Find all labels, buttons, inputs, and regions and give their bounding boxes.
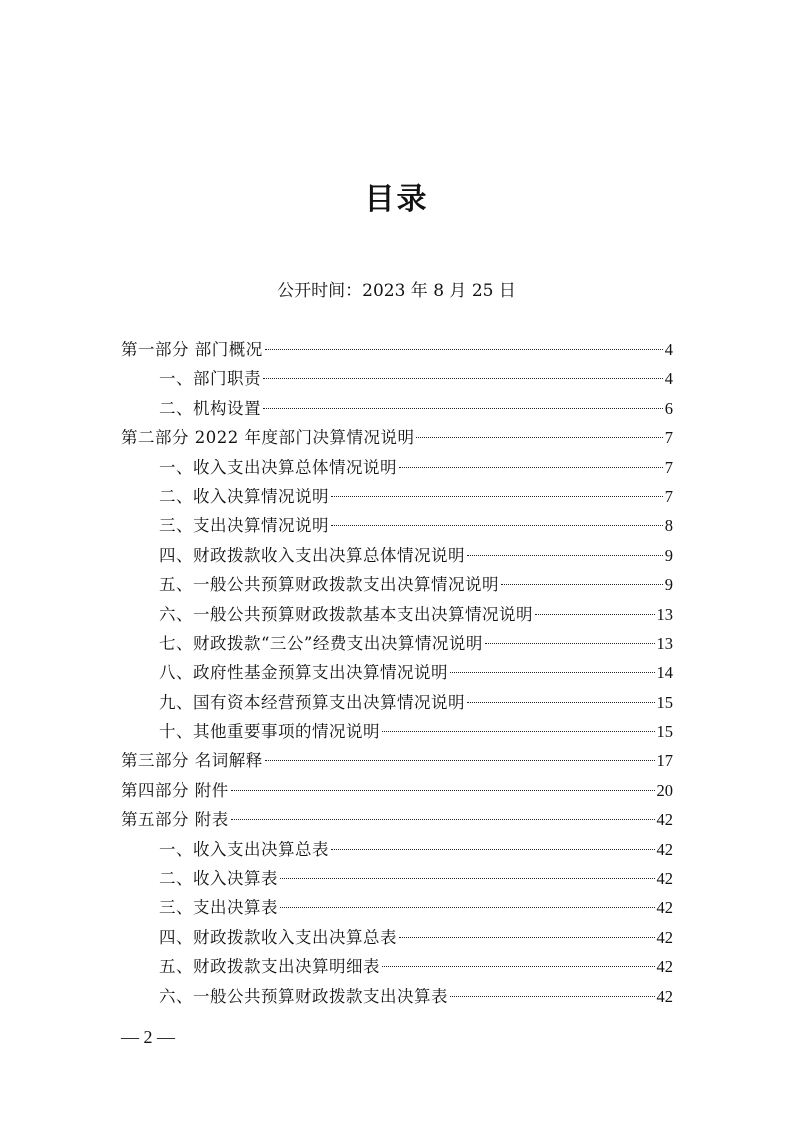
toc-dot-leader	[231, 819, 655, 820]
toc-entry-page: 13	[656, 604, 673, 624]
toc-dot-leader	[382, 731, 655, 732]
toc-entry[interactable]	[121, 952, 673, 981]
toc-entry[interactable]	[121, 893, 673, 922]
toc-entry-label: 二、收入决算表	[159, 869, 278, 889]
toc-entry-label: 二、机构设置	[159, 398, 261, 418]
toc-entry[interactable]	[121, 511, 673, 540]
toc-entry-label: 八、政府性基金预算支出决算情况说明	[159, 663, 448, 683]
table-of-contents	[121, 335, 673, 1011]
toc-entry[interactable]	[121, 629, 673, 658]
toc-entry[interactable]	[121, 805, 673, 834]
toc-entry[interactable]	[121, 600, 673, 629]
toc-entry-page: 15	[656, 692, 673, 712]
toc-entry-page: 7	[664, 486, 673, 506]
toc-dot-leader	[450, 996, 655, 997]
toc-dot-leader	[485, 643, 655, 644]
toc-entry[interactable]	[121, 541, 673, 570]
toc-dot-leader	[263, 408, 663, 409]
toc-entry-page: 15	[656, 722, 673, 742]
toc-entry-label: 六、一般公共预算财政拨款支出决算表	[159, 986, 448, 1006]
toc-dot-leader	[231, 790, 655, 791]
toc-entry[interactable]	[121, 688, 673, 717]
page-number: — 2 —	[121, 1027, 175, 1047]
toc-entry-page: 7	[664, 457, 673, 477]
toc-dot-leader	[416, 437, 662, 438]
toc-entry-label: 三、支出决算情况说明	[159, 516, 329, 536]
toc-entry-label: 第一部分 部门概况	[121, 340, 263, 359]
toc-entry[interactable]	[121, 335, 673, 364]
toc-entry-label: 二、收入决算情况说明	[159, 486, 329, 506]
toc-entry[interactable]	[121, 658, 673, 687]
toc-entry-label: 十、其他重要事项的情况说明	[159, 722, 380, 742]
toc-entry-label: 一、部门职责	[159, 369, 261, 389]
toc-entry-page: 42	[656, 810, 673, 830]
toc-entry-page: 4	[664, 369, 673, 389]
toc-entry-label: 五、财政拨款支出决算明细表	[159, 957, 380, 977]
toc-dot-leader	[331, 849, 655, 850]
toc-entry-label: 第二部分 2022 年度部门决算情况说明	[121, 428, 415, 448]
toc-entry-label: 五、一般公共预算财政拨款支出决算情况说明	[159, 575, 499, 595]
toc-entry[interactable]	[121, 982, 673, 1011]
toc-entry[interactable]	[121, 717, 673, 746]
toc-dot-leader	[467, 702, 655, 703]
toc-entry-label: 四、财政拨款收入支出决算总体情况说明	[159, 545, 465, 565]
toc-entry-page: 42	[656, 898, 673, 918]
toc-entry[interactable]	[121, 776, 673, 805]
toc-entry-label: 四、财政拨款收入支出决算总表	[159, 927, 397, 947]
toc-dot-leader	[450, 672, 655, 673]
toc-entry-page: 42	[656, 986, 673, 1006]
toc-entry-page: 13	[656, 633, 673, 653]
toc-entry-label: 九、国有资本经营预算支出决算情况说明	[159, 692, 465, 712]
toc-dot-leader	[467, 555, 663, 556]
toc-entry[interactable]	[121, 835, 673, 864]
toc-entry[interactable]	[121, 923, 673, 952]
page-title: 目录	[364, 182, 429, 217]
toc-entry-page: 42	[656, 839, 673, 859]
toc-entry-label: 第四部分 附件	[121, 780, 229, 800]
toc-dot-leader	[535, 614, 655, 615]
toc-entry-label: 第五部分 附表	[121, 810, 229, 830]
toc-dot-leader	[280, 878, 655, 879]
toc-entry[interactable]	[121, 453, 673, 482]
toc-entry-label: 一、收入支出决算总体情况说明	[159, 457, 397, 477]
toc-entry-page: 20	[656, 780, 673, 800]
publish-date: 公开时间：2023 年 8 月 25 日	[277, 281, 516, 301]
toc-entry-label: 七、财政拨款“三公”经费支出决算情况说明	[159, 633, 483, 653]
toc-entry-page: 9	[664, 545, 673, 565]
toc-entry-page: 14	[656, 663, 673, 683]
toc-dot-leader	[280, 907, 655, 908]
toc-entry-page: 8	[664, 516, 673, 536]
toc-entry-page: 42	[656, 927, 673, 947]
toc-dot-leader	[399, 467, 663, 468]
toc-entry-label: 第三部分 名词解释	[121, 751, 263, 771]
toc-entry[interactable]	[121, 864, 673, 893]
toc-dot-leader	[501, 584, 663, 585]
toc-entry-page: 9	[664, 575, 673, 595]
toc-entry[interactable]	[121, 482, 673, 511]
toc-entry[interactable]	[121, 423, 673, 452]
toc-entry-page: 6	[664, 398, 673, 418]
toc-dot-leader	[265, 349, 663, 350]
toc-dot-leader	[263, 378, 663, 379]
toc-entry-label: 六、一般公共预算财政拨款基本支出决算情况说明	[159, 604, 533, 624]
toc-entry[interactable]	[121, 364, 673, 393]
toc-entry-label: 三、支出决算表	[159, 898, 278, 918]
toc-dot-leader	[331, 525, 663, 526]
toc-entry-label: 一、收入支出决算总表	[159, 839, 329, 859]
toc-dot-leader	[399, 937, 655, 938]
toc-entry-page: 17	[656, 751, 673, 771]
toc-entry-page: 42	[656, 957, 673, 977]
toc-entry[interactable]	[121, 746, 673, 775]
toc-dot-leader	[265, 760, 655, 761]
toc-entry[interactable]	[121, 570, 673, 599]
toc-entry-page: 7	[664, 428, 673, 448]
toc-entry-page: 4	[664, 340, 673, 359]
toc-entry-page: 42	[656, 869, 673, 889]
toc-dot-leader	[382, 966, 655, 967]
toc-dot-leader	[331, 496, 663, 497]
toc-entry[interactable]	[121, 394, 673, 423]
